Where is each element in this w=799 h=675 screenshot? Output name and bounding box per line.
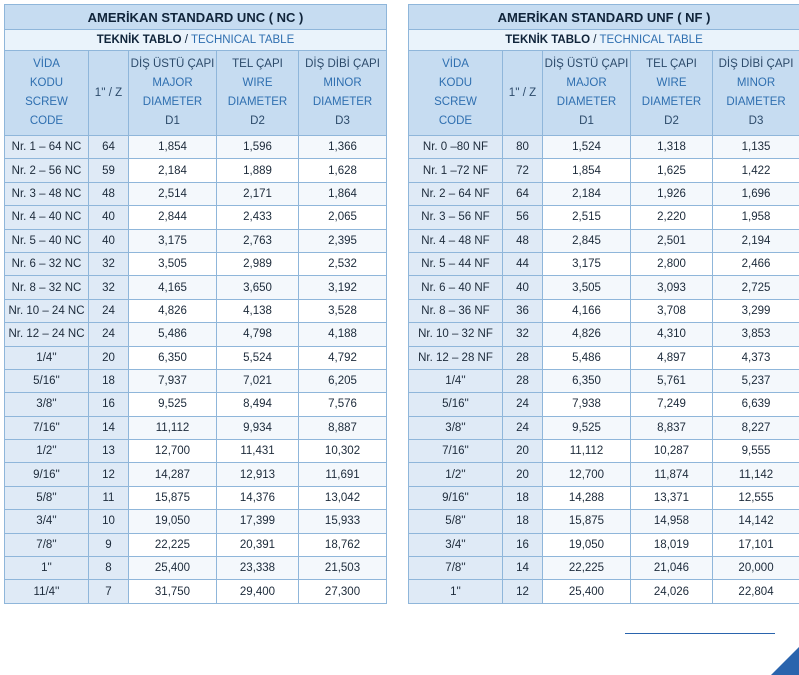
unf-table-row <box>409 229 799 252</box>
unf-table-row <box>409 252 799 275</box>
unc-table-row <box>5 323 387 346</box>
unf-cell-wire-diameter: 4,310 <box>631 323 713 346</box>
unf-table-row <box>409 369 799 392</box>
unf-cell-major-diameter: 11,112 <box>543 440 631 463</box>
unf-table-row <box>409 486 799 509</box>
unc-table-row <box>5 463 387 486</box>
unf-cell-major-diameter: 22,225 <box>543 557 631 580</box>
unc-table-row <box>5 486 387 509</box>
unf-cell-major-diameter: 7,938 <box>543 393 631 416</box>
unf-cell-major-diameter: 19,050 <box>543 533 631 556</box>
unc-cell-wire-diameter: 4,798 <box>217 323 299 346</box>
unc-cell-major-diameter: 6,350 <box>129 346 217 369</box>
unf-cell-tpi: 32 <box>503 323 543 346</box>
unc-cell-screw-code: Nr. 1 – 64 NC <box>5 136 89 159</box>
unf-cell-major-diameter: 2,845 <box>543 229 631 252</box>
unf-cell-tpi: 16 <box>503 533 543 556</box>
unc-cell-minor-diameter: 3,192 <box>299 276 387 299</box>
unf-cell-minor-diameter: 2,466 <box>713 252 799 275</box>
unc-cell-screw-code: Nr. 8 – 32 NC <box>5 276 89 299</box>
unc-cell-wire-diameter: 1,596 <box>217 136 299 159</box>
unc-cell-tpi: 13 <box>89 440 129 463</box>
unc-cell-major-diameter: 25,400 <box>129 557 217 580</box>
unc-cell-minor-diameter: 21,503 <box>299 557 387 580</box>
unc-cell-wire-diameter: 5,524 <box>217 346 299 369</box>
unc-table-row <box>5 299 387 322</box>
unc-cell-minor-diameter: 7,576 <box>299 393 387 416</box>
unf-table-row <box>409 323 799 346</box>
unf-cell-tpi: 14 <box>503 557 543 580</box>
unc-cell-screw-code: Nr. 3 – 48 NC <box>5 182 89 205</box>
divider-line <box>625 633 775 634</box>
unc-cell-screw-code: Nr. 2 – 56 NC <box>5 159 89 182</box>
unf-cell-minor-diameter: 20,000 <box>713 557 799 580</box>
unf-cell-tpi: 24 <box>503 393 543 416</box>
unc-cell-tpi: 64 <box>89 136 129 159</box>
unc-cell-minor-diameter: 1,366 <box>299 136 387 159</box>
unf-cell-major-diameter: 1,854 <box>543 159 631 182</box>
unf-cell-screw-code: Nr. 6 – 40 NF <box>409 276 503 299</box>
unf-cell-wire-diameter: 3,708 <box>631 299 713 322</box>
unf-cell-wire-diameter: 2,220 <box>631 206 713 229</box>
unc-cell-major-diameter: 3,505 <box>129 252 217 275</box>
unc-cell-tpi: 48 <box>89 182 129 205</box>
unf-cell-minor-diameter: 1,696 <box>713 182 799 205</box>
unf-cell-wire-diameter: 2,501 <box>631 229 713 252</box>
unf-cell-tpi: 72 <box>503 159 543 182</box>
unf-cell-screw-code: Nr. 0 –80 NF <box>409 136 503 159</box>
unc-cell-minor-diameter: 1,628 <box>299 159 387 182</box>
unf-cell-screw-code: 5/8'' <box>409 510 503 533</box>
unc-cell-wire-diameter: 9,934 <box>217 416 299 439</box>
unc-cell-minor-diameter: 11,691 <box>299 463 387 486</box>
unc-cell-screw-code: 9/16'' <box>5 463 89 486</box>
unc-cell-screw-code: Nr. 10 – 24 NC <box>5 299 89 322</box>
unc-cell-minor-diameter: 2,065 <box>299 206 387 229</box>
unf-cell-screw-code: Nr. 4 – 48 NF <box>409 229 503 252</box>
unc-table-row <box>5 416 387 439</box>
unc-cell-minor-diameter: 2,532 <box>299 252 387 275</box>
unf-cell-major-diameter: 12,700 <box>543 463 631 486</box>
unf-cell-screw-code: 3/4'' <box>409 533 503 556</box>
unc-cell-wire-diameter: 12,913 <box>217 463 299 486</box>
unc-cell-tpi: 40 <box>89 229 129 252</box>
unf-cell-major-diameter: 5,486 <box>543 346 631 369</box>
unf-cell-tpi: 80 <box>503 136 543 159</box>
unc-cell-wire-diameter: 29,400 <box>217 580 299 603</box>
unf-subtitle <box>409 30 799 51</box>
unc-cell-screw-code: 1/2'' <box>5 440 89 463</box>
unf-cell-wire-diameter: 1,625 <box>631 159 713 182</box>
unc-cell-screw-code: Nr. 6 – 32 NC <box>5 252 89 275</box>
unf-cell-screw-code: 5/16'' <box>409 393 503 416</box>
unc-cell-wire-diameter: 17,399 <box>217 510 299 533</box>
unc-cell-major-diameter: 15,875 <box>129 486 217 509</box>
unf-cell-screw-code: 9/16'' <box>409 486 503 509</box>
unf-cell-minor-diameter: 17,101 <box>713 533 799 556</box>
unf-cell-wire-diameter: 21,046 <box>631 557 713 580</box>
unc-cell-wire-diameter: 4,138 <box>217 299 299 322</box>
unf-cell-major-diameter: 25,400 <box>543 580 631 603</box>
unf-cell-minor-diameter: 2,725 <box>713 276 799 299</box>
unc-cell-tpi: 40 <box>89 206 129 229</box>
unf-cell-major-diameter: 15,875 <box>543 510 631 533</box>
unf-cell-major-diameter: 3,505 <box>543 276 631 299</box>
unf-cell-wire-diameter: 2,800 <box>631 252 713 275</box>
unc-cell-tpi: 9 <box>89 533 129 556</box>
unc-subtitle-tr: TEKNİK TABLO <box>96 34 182 46</box>
unf-cell-major-diameter: 6,350 <box>543 369 631 392</box>
unf-cell-wire-diameter: 4,897 <box>631 346 713 369</box>
unc-cell-major-diameter: 14,287 <box>129 463 217 486</box>
unf-cell-minor-diameter: 8,227 <box>713 416 799 439</box>
unf-cell-tpi: 44 <box>503 252 543 275</box>
unf-cell-tpi: 64 <box>503 182 543 205</box>
unf-cell-screw-code: 7/16'' <box>409 440 503 463</box>
unf-cell-minor-diameter: 2,194 <box>713 229 799 252</box>
unc-cell-tpi: 24 <box>89 323 129 346</box>
unf-cell-wire-diameter: 13,371 <box>631 486 713 509</box>
unf-cell-wire-diameter: 5,761 <box>631 369 713 392</box>
unc-cell-tpi: 32 <box>89 276 129 299</box>
unc-cell-minor-diameter: 13,042 <box>299 486 387 509</box>
unc-cell-screw-code: 5/16'' <box>5 369 89 392</box>
unc-cell-screw-code: 7/16'' <box>5 416 89 439</box>
unf-cell-wire-diameter: 1,318 <box>631 136 713 159</box>
unf-table-row <box>409 136 799 159</box>
unf-cell-tpi: 36 <box>503 299 543 322</box>
unf-cell-wire-diameter: 18,019 <box>631 533 713 556</box>
unc-table-row <box>5 557 387 580</box>
unc-cell-screw-code: 7/8'' <box>5 533 89 556</box>
unc-cell-major-diameter: 12,700 <box>129 440 217 463</box>
unf-cell-tpi: 24 <box>503 416 543 439</box>
unf-cell-tpi: 56 <box>503 206 543 229</box>
unc-cell-screw-code: 1/4'' <box>5 346 89 369</box>
unf-table-row <box>409 276 799 299</box>
unf-table-row <box>409 510 799 533</box>
unc-cell-tpi: 11 <box>89 486 129 509</box>
unf-table-row <box>409 416 799 439</box>
unf-table-row <box>409 580 799 603</box>
unc-cell-wire-diameter: 8,494 <box>217 393 299 416</box>
unc-cell-minor-diameter: 15,933 <box>299 510 387 533</box>
unc-cell-wire-diameter: 2,171 <box>217 182 299 205</box>
unf-cell-screw-code: Nr. 3 – 56 NF <box>409 206 503 229</box>
unf-cell-tpi: 48 <box>503 229 543 252</box>
unc-cell-minor-diameter: 3,528 <box>299 299 387 322</box>
unc-cell-major-diameter: 2,184 <box>129 159 217 182</box>
unf-cell-minor-diameter: 1,422 <box>713 159 799 182</box>
unc-table-row <box>5 159 387 182</box>
unc-cell-wire-diameter: 3,650 <box>217 276 299 299</box>
unc-cell-minor-diameter: 18,762 <box>299 533 387 556</box>
unf-cell-minor-diameter: 9,555 <box>713 440 799 463</box>
unc-cell-major-diameter: 11,112 <box>129 416 217 439</box>
unf-subtitle-sep: / <box>593 34 597 46</box>
unf-table-row <box>409 206 799 229</box>
unc-cell-major-diameter: 31,750 <box>129 580 217 603</box>
unc-cell-tpi: 10 <box>89 510 129 533</box>
unf-cell-screw-code: Nr. 5 – 44 NF <box>409 252 503 275</box>
unc-cell-tpi: 24 <box>89 299 129 322</box>
unf-cell-wire-diameter: 10,287 <box>631 440 713 463</box>
unf-cell-tpi: 28 <box>503 369 543 392</box>
unc-cell-wire-diameter: 7,021 <box>217 369 299 392</box>
unc-cell-major-diameter: 3,175 <box>129 229 217 252</box>
unf-title: AMERİKAN STANDARD UNF ( NF ) <box>409 5 799 30</box>
unc-table-row <box>5 136 387 159</box>
unc-cell-tpi: 16 <box>89 393 129 416</box>
unf-cell-screw-code: 7/8'' <box>409 557 503 580</box>
unf-head-tpi: 1'' / Z <box>503 51 543 136</box>
unf-cell-tpi: 20 <box>503 463 543 486</box>
unc-subtitle-en: TECHNICAL TABLE <box>190 34 295 46</box>
unc-cell-minor-diameter: 6,205 <box>299 369 387 392</box>
unc-cell-major-diameter: 22,225 <box>129 533 217 556</box>
unf-cell-major-diameter: 1,524 <box>543 136 631 159</box>
unf-cell-tpi: 18 <box>503 486 543 509</box>
unc-cell-wire-diameter: 1,889 <box>217 159 299 182</box>
unf-cell-screw-code: Nr. 2 – 64 NF <box>409 182 503 205</box>
unc-cell-tpi: 20 <box>89 346 129 369</box>
unc-cell-screw-code: 1'' <box>5 557 89 580</box>
unc-cell-major-diameter: 1,854 <box>129 136 217 159</box>
unf-table-row <box>409 440 799 463</box>
unc-head-code: VİDA KODU SCREW CODE <box>5 51 89 136</box>
unf-table-row <box>409 346 799 369</box>
unf-cell-minor-diameter: 5,237 <box>713 369 799 392</box>
unc-cell-wire-diameter: 2,433 <box>217 206 299 229</box>
unf-cell-minor-diameter: 11,142 <box>713 463 799 486</box>
unc-table-row <box>5 346 387 369</box>
unf-table-row <box>409 557 799 580</box>
unc-cell-minor-diameter: 4,792 <box>299 346 387 369</box>
unc-cell-tpi: 12 <box>89 463 129 486</box>
unc-cell-tpi: 32 <box>89 252 129 275</box>
unf-cell-screw-code: 3/8'' <box>409 416 503 439</box>
unf-cell-major-diameter: 3,175 <box>543 252 631 275</box>
unc-column-headers <box>5 51 387 136</box>
unc-cell-minor-diameter: 4,188 <box>299 323 387 346</box>
unf-cell-screw-code: Nr. 1 –72 NF <box>409 159 503 182</box>
unf-cell-screw-code: Nr. 8 – 36 NF <box>409 299 503 322</box>
unf-table-row <box>409 463 799 486</box>
unf-cell-minor-diameter: 4,373 <box>713 346 799 369</box>
unc-table-panel <box>4 4 387 604</box>
unc-cell-tpi: 59 <box>89 159 129 182</box>
unc-cell-major-diameter: 2,844 <box>129 206 217 229</box>
unf-table-row <box>409 159 799 182</box>
unc-cell-tpi: 7 <box>89 580 129 603</box>
unc-cell-tpi: 14 <box>89 416 129 439</box>
unf-head-d3: DİŞ DİBİ ÇAPI MINOR DIAMETER D3 <box>713 51 799 136</box>
unf-cell-screw-code: 1/2'' <box>409 463 503 486</box>
unc-table-row <box>5 229 387 252</box>
unf-cell-major-diameter: 4,166 <box>543 299 631 322</box>
unf-cell-major-diameter: 9,525 <box>543 416 631 439</box>
unc-cell-minor-diameter: 27,300 <box>299 580 387 603</box>
unc-cell-major-diameter: 4,826 <box>129 299 217 322</box>
unc-cell-major-diameter: 4,165 <box>129 276 217 299</box>
unc-cell-wire-diameter: 14,376 <box>217 486 299 509</box>
unc-cell-minor-diameter: 10,302 <box>299 440 387 463</box>
unf-cell-tpi: 28 <box>503 346 543 369</box>
unf-cell-major-diameter: 2,184 <box>543 182 631 205</box>
unf-table-body <box>409 136 799 604</box>
unf-head-code: VİDA KODU SCREW CODE <box>409 51 503 136</box>
unf-table-panel <box>408 4 799 604</box>
unc-cell-screw-code: Nr. 12 – 24 NC <box>5 323 89 346</box>
unc-cell-screw-code: Nr. 4 – 40 NC <box>5 206 89 229</box>
unc-cell-wire-diameter: 20,391 <box>217 533 299 556</box>
unc-head-d3: DİŞ DİBİ ÇAPI MINOR DIAMETER D3 <box>299 51 387 136</box>
unf-cell-minor-diameter: 1,135 <box>713 136 799 159</box>
unf-cell-tpi: 12 <box>503 580 543 603</box>
unc-cell-major-diameter: 5,486 <box>129 323 217 346</box>
unc-table-row <box>5 182 387 205</box>
unc-subtitle <box>5 30 387 51</box>
unc-cell-major-diameter: 7,937 <box>129 369 217 392</box>
unf-subtitle-en: TECHNICAL TABLE <box>599 34 703 46</box>
unf-table-row <box>409 299 799 322</box>
unc-cell-minor-diameter: 1,864 <box>299 182 387 205</box>
unc-cell-wire-diameter: 11,431 <box>217 440 299 463</box>
unc-cell-screw-code: 3/4'' <box>5 510 89 533</box>
unc-table-row <box>5 369 387 392</box>
unc-title: AMERİKAN STANDARD UNC ( NC ) <box>5 5 387 30</box>
unf-cell-wire-diameter: 1,926 <box>631 182 713 205</box>
unf-cell-major-diameter: 4,826 <box>543 323 631 346</box>
unf-table-row <box>409 393 799 416</box>
unc-cell-major-diameter: 19,050 <box>129 510 217 533</box>
unf-cell-minor-diameter: 22,804 <box>713 580 799 603</box>
unf-cell-wire-diameter: 11,874 <box>631 463 713 486</box>
unc-table-body <box>5 136 387 604</box>
unf-cell-minor-diameter: 14,142 <box>713 510 799 533</box>
unf-cell-screw-code: 1'' <box>409 580 503 603</box>
unf-cell-tpi: 40 <box>503 276 543 299</box>
unc-table-row <box>5 276 387 299</box>
unf-cell-tpi: 20 <box>503 440 543 463</box>
unc-cell-minor-diameter: 2,395 <box>299 229 387 252</box>
unf-cell-screw-code: Nr. 10 – 32 NF <box>409 323 503 346</box>
corner-triangle-mark <box>771 647 799 675</box>
unc-cell-wire-diameter: 2,763 <box>217 229 299 252</box>
unc-cell-minor-diameter: 8,887 <box>299 416 387 439</box>
unc-cell-tpi: 18 <box>89 369 129 392</box>
unf-cell-major-diameter: 14,288 <box>543 486 631 509</box>
unf-cell-wire-diameter: 8,837 <box>631 416 713 439</box>
unf-table-row <box>409 533 799 556</box>
unc-head-tpi: 1'' / Z <box>89 51 129 136</box>
unc-table <box>4 4 387 604</box>
unc-cell-screw-code: 3/8'' <box>5 393 89 416</box>
unf-cell-wire-diameter: 24,026 <box>631 580 713 603</box>
unf-cell-tpi: 18 <box>503 510 543 533</box>
unc-table-row <box>5 533 387 556</box>
unf-cell-major-diameter: 2,515 <box>543 206 631 229</box>
unc-cell-wire-diameter: 2,989 <box>217 252 299 275</box>
unf-cell-minor-diameter: 12,555 <box>713 486 799 509</box>
unc-table-row <box>5 252 387 275</box>
unc-table-row <box>5 393 387 416</box>
unf-table <box>408 4 799 604</box>
unf-table-row <box>409 182 799 205</box>
unc-cell-major-diameter: 2,514 <box>129 182 217 205</box>
unc-cell-major-diameter: 9,525 <box>129 393 217 416</box>
unc-cell-wire-diameter: 23,338 <box>217 557 299 580</box>
unf-cell-wire-diameter: 14,958 <box>631 510 713 533</box>
unc-cell-tpi: 8 <box>89 557 129 580</box>
unf-cell-minor-diameter: 3,299 <box>713 299 799 322</box>
unc-cell-screw-code: Nr. 5 – 40 NC <box>5 229 89 252</box>
unf-cell-wire-diameter: 3,093 <box>631 276 713 299</box>
unc-head-d1: DİŞ ÜSTÜ ÇAPI MAJOR DIAMETER D1 <box>129 51 217 136</box>
unf-head-d1: DİŞ ÜSTÜ ÇAPI MAJOR DIAMETER D1 <box>543 51 631 136</box>
unc-table-row <box>5 510 387 533</box>
unf-head-d2: TEL ÇAPI WIRE DIAMETER D2 <box>631 51 713 136</box>
unf-cell-minor-diameter: 1,958 <box>713 206 799 229</box>
unf-cell-minor-diameter: 6,639 <box>713 393 799 416</box>
unc-head-d2: TEL ÇAPI WIRE DIAMETER D2 <box>217 51 299 136</box>
unf-cell-screw-code: 1/4'' <box>409 369 503 392</box>
unf-subtitle-tr: TEKNİK TABLO <box>505 34 591 46</box>
unc-cell-screw-code: 11/4'' <box>5 580 89 603</box>
unf-column-headers <box>409 51 799 136</box>
unc-table-row <box>5 206 387 229</box>
unc-cell-screw-code: 5/8'' <box>5 486 89 509</box>
unf-cell-screw-code: Nr. 12 – 28 NF <box>409 346 503 369</box>
unf-cell-minor-diameter: 3,853 <box>713 323 799 346</box>
unc-table-row <box>5 580 387 603</box>
unc-subtitle-sep: / <box>184 34 188 46</box>
unc-table-row <box>5 440 387 463</box>
unf-cell-wire-diameter: 7,249 <box>631 393 713 416</box>
